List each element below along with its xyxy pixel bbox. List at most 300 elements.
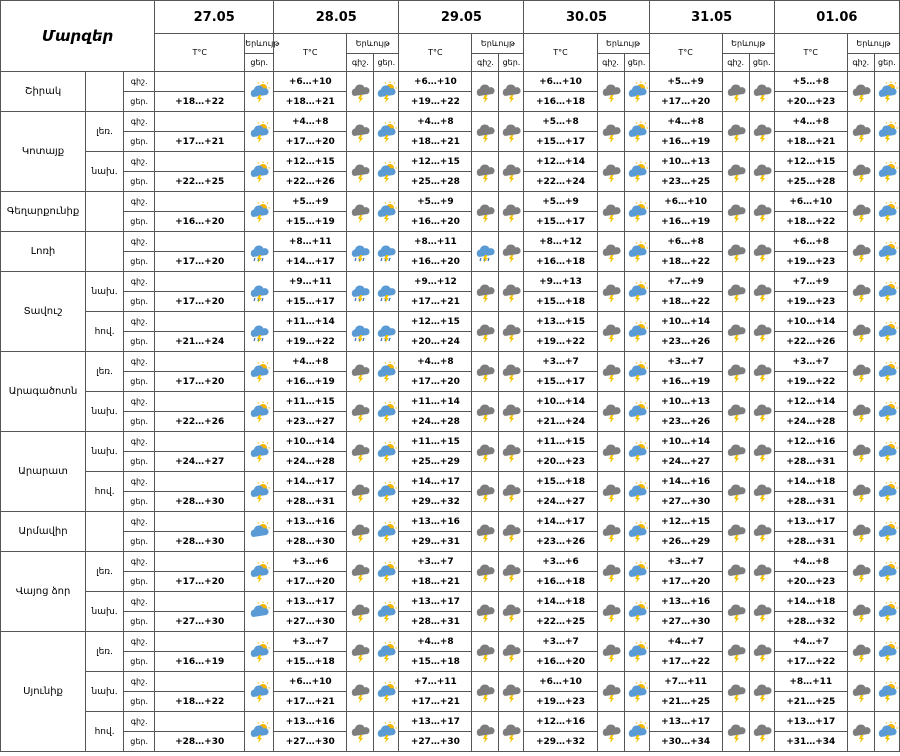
- temp-range: +14…+17: [399, 472, 472, 492]
- temp-range: +13…+17: [399, 712, 472, 732]
- partly-sunny-storm-icon: [245, 112, 274, 152]
- weather-col-header: Երևույթ: [847, 34, 899, 54]
- temp-range: +3…+7: [399, 552, 472, 572]
- temp-range: +27…+30: [274, 732, 347, 752]
- temp-range: +21…+25: [774, 692, 847, 712]
- cloud-storm-icon: [472, 552, 499, 592]
- temp-range: +4…+8: [274, 352, 347, 372]
- night-col-header: գիշ.: [347, 54, 374, 72]
- temp-range: +5…+9: [274, 192, 347, 212]
- cloud-storm-icon: [847, 232, 874, 272]
- table-row: [1, 712, 900, 732]
- temp-range: +14…+18: [524, 592, 597, 612]
- cloud-storm-icon: [624, 72, 649, 112]
- rain-cloud-icon: [374, 232, 399, 272]
- subregion-name: նախ.: [86, 272, 124, 312]
- temp-range: +7…+11: [399, 672, 472, 692]
- cloud-storm-icon: [874, 312, 899, 352]
- cloud-storm-icon: [874, 632, 899, 672]
- temp-range: +11…+15: [399, 432, 472, 452]
- cloud-storm-icon: [847, 592, 874, 632]
- temp-range: +13…+17: [774, 712, 847, 732]
- cloud-storm-icon: [749, 712, 774, 752]
- region-name: Արարատ: [1, 432, 86, 512]
- temp-range: +9…+12: [399, 272, 472, 292]
- temp-col-header: T°C: [155, 34, 245, 72]
- cloud-storm-icon: [597, 672, 624, 712]
- temp-range: [155, 712, 245, 732]
- temp-range: +27…+30: [649, 612, 722, 632]
- temp-range: +12…+15: [649, 512, 722, 532]
- cloud-storm-icon: [874, 432, 899, 472]
- temp-range: +19…+22: [774, 372, 847, 392]
- time-of-day: գիշ.: [124, 632, 155, 652]
- region-name: Արագածոտն: [1, 352, 86, 432]
- temp-range: +10…+14: [774, 312, 847, 332]
- weather-col-header: Երևույթ: [472, 34, 524, 54]
- rain-cloud-icon: [245, 232, 274, 272]
- temp-range: +4…+8: [774, 112, 847, 132]
- temp-range: +22…+26: [774, 332, 847, 352]
- temp-range: +7…+9: [774, 272, 847, 292]
- temp-range: +10…+14: [524, 392, 597, 412]
- cloud-storm-icon: [597, 632, 624, 672]
- cloud-storm-icon: [374, 592, 399, 632]
- temp-range: +29…+31: [399, 532, 472, 552]
- temp-range: +11…+14: [274, 312, 347, 332]
- cloud-storm-icon: [624, 232, 649, 272]
- temp-range: +28…+30: [155, 532, 245, 552]
- temp-range: +25…+28: [774, 172, 847, 192]
- temp-range: +6…+10: [274, 672, 347, 692]
- cloud-storm-icon: [874, 672, 899, 712]
- cloud-storm-icon: [374, 112, 399, 152]
- temp-range: +24…+28: [399, 412, 472, 432]
- partly-sunny-storm-icon: [245, 72, 274, 112]
- cloud-storm-icon: [874, 392, 899, 432]
- cloud-storm-icon: [874, 352, 899, 392]
- temp-range: +14…+17: [274, 472, 347, 492]
- temp-range: +25…+28: [399, 172, 472, 192]
- cloud-storm-icon: [374, 72, 399, 112]
- cloud-storm-icon: [472, 192, 499, 232]
- cloud-storm-icon: [749, 632, 774, 672]
- day-col-header: ցեր.: [749, 54, 774, 72]
- cloud-storm-icon: [624, 192, 649, 232]
- cloud-storm-icon: [499, 272, 524, 312]
- cloud-storm-icon: [499, 152, 524, 192]
- temp-range: +4…+7: [774, 632, 847, 652]
- table-row: [1, 392, 900, 412]
- cloud-storm-icon: [347, 512, 374, 552]
- temp-range: +6…+10: [649, 192, 722, 212]
- cloud-storm-icon: [374, 352, 399, 392]
- temp-col-header: T°C: [774, 34, 847, 72]
- time-of-day: գիշ.: [124, 472, 155, 492]
- temp-range: +5…+9: [524, 192, 597, 212]
- cloud-storm-icon: [624, 712, 649, 752]
- temp-range: +6…+10: [274, 72, 347, 92]
- temp-range: +27…+30: [399, 732, 472, 752]
- temp-range: +20…+23: [774, 572, 847, 592]
- temp-range: +17…+21: [399, 292, 472, 312]
- temp-range: +28…+30: [155, 492, 245, 512]
- temp-range: +16…+18: [524, 92, 597, 112]
- region-name: Արմավիր: [1, 512, 86, 552]
- cloud-storm-icon: [347, 472, 374, 512]
- temp-range: +23…+26: [524, 532, 597, 552]
- cloud-storm-icon: [847, 272, 874, 312]
- region-name: Լոռի: [1, 232, 86, 272]
- table-row: [1, 352, 900, 372]
- date-header: 31.05: [649, 1, 774, 34]
- temp-range: [155, 392, 245, 412]
- cloud-storm-icon: [472, 632, 499, 672]
- sun-cloud-icon: [245, 512, 274, 552]
- temp-range: [155, 512, 245, 532]
- cloud-storm-icon: [749, 152, 774, 192]
- cloud-storm-icon: [874, 112, 899, 152]
- temp-range: +29…+32: [399, 492, 472, 512]
- temp-range: +4…+7: [649, 632, 722, 652]
- cloud-storm-icon: [624, 432, 649, 472]
- temp-col-header: T°C: [649, 34, 722, 72]
- date-header: 30.05: [524, 1, 649, 34]
- cloud-storm-icon: [847, 472, 874, 512]
- temp-range: +12…+14: [774, 392, 847, 412]
- cloud-storm-icon: [847, 152, 874, 192]
- cloud-storm-icon: [722, 592, 749, 632]
- temp-range: +10…+13: [649, 392, 722, 412]
- table-row: [1, 592, 900, 612]
- day-col-header: ցեր.: [499, 54, 524, 72]
- temp-range: +16…+20: [399, 212, 472, 232]
- cloud-storm-icon: [597, 432, 624, 472]
- rain-cloud-icon: [245, 312, 274, 352]
- temp-range: +27…+30: [649, 492, 722, 512]
- temp-range: +16…+18: [524, 572, 597, 592]
- subregion-name: [86, 72, 124, 112]
- cloud-storm-icon: [347, 192, 374, 232]
- temp-range: +17…+22: [649, 652, 722, 672]
- temp-range: +12…+15: [274, 152, 347, 172]
- temp-range: +16…+19: [649, 212, 722, 232]
- table-row: [1, 112, 900, 132]
- temp-range: +4…+8: [399, 352, 472, 372]
- temp-range: +3…+7: [524, 352, 597, 372]
- temp-range: +12…+15: [774, 152, 847, 172]
- temp-range: +13…+17: [274, 592, 347, 612]
- cloud-storm-icon: [624, 112, 649, 152]
- date-header: 28.05: [274, 1, 399, 34]
- cloud-storm-icon: [624, 472, 649, 512]
- temp-range: +24…+27: [524, 492, 597, 512]
- cloud-storm-icon: [499, 632, 524, 672]
- table-row: [1, 152, 900, 172]
- table-row: [1, 632, 900, 652]
- partly-sunny-storm-icon: [245, 632, 274, 672]
- night-col-header: գիշ.: [472, 54, 499, 72]
- temp-range: +24…+27: [155, 452, 245, 472]
- subregion-name: նախ.: [86, 592, 124, 632]
- time-of-day: ցեր.: [124, 612, 155, 632]
- temp-range: +16…+19: [274, 372, 347, 392]
- temp-range: +18…+22: [155, 692, 245, 712]
- region-name: Վայոց ձոր: [1, 552, 86, 632]
- day-col-header: ցեր.: [245, 54, 274, 72]
- temp-range: +15…+18: [524, 292, 597, 312]
- temp-range: +19…+23: [524, 692, 597, 712]
- temp-range: +5…+8: [524, 112, 597, 132]
- time-of-day: գիշ.: [124, 672, 155, 692]
- temp-range: +23…+26: [649, 412, 722, 432]
- time-of-day: ցեր.: [124, 532, 155, 552]
- cloud-storm-icon: [597, 472, 624, 512]
- temp-range: +22…+25: [155, 172, 245, 192]
- partly-sunny-storm-icon: [245, 472, 274, 512]
- cloud-storm-icon: [499, 192, 524, 232]
- cloud-storm-icon: [499, 392, 524, 432]
- temp-range: +27…+30: [274, 612, 347, 632]
- cloud-storm-icon: [847, 392, 874, 432]
- time-of-day: ցեր.: [124, 172, 155, 192]
- night-col-header: գիշ.: [847, 54, 874, 72]
- cloud-storm-icon: [874, 552, 899, 592]
- cloud-storm-icon: [847, 712, 874, 752]
- temp-range: +24…+28: [774, 412, 847, 432]
- subregion-name: լեռ.: [86, 632, 124, 672]
- temp-range: +24…+27: [649, 452, 722, 472]
- subregion-name: նախ.: [86, 432, 124, 472]
- temp-range: +6…+10: [774, 192, 847, 212]
- cloud-storm-icon: [597, 352, 624, 392]
- temp-range: +21…+24: [524, 412, 597, 432]
- temp-range: +18…+22: [649, 292, 722, 312]
- cloud-storm-icon: [472, 112, 499, 152]
- day-col-header: ցեր.: [624, 54, 649, 72]
- cloud-storm-icon: [624, 552, 649, 592]
- cloud-storm-icon: [597, 712, 624, 752]
- temp-range: +3…+7: [524, 632, 597, 652]
- cloud-storm-icon: [597, 72, 624, 112]
- temp-range: +26…+29: [649, 532, 722, 552]
- cloud-storm-icon: [749, 352, 774, 392]
- cloud-storm-icon: [874, 712, 899, 752]
- temp-range: +5…+9: [649, 72, 722, 92]
- time-of-day: գիշ.: [124, 552, 155, 572]
- table-row: [1, 312, 900, 332]
- temp-range: +10…+13: [649, 152, 722, 172]
- temp-range: +3…+7: [774, 352, 847, 372]
- subregion-name: լեռ.: [86, 112, 124, 152]
- subregion-name: հով.: [86, 712, 124, 752]
- temp-range: +29…+32: [524, 732, 597, 752]
- temp-range: +17…+20: [155, 372, 245, 392]
- temp-range: +18…+21: [399, 132, 472, 152]
- cloud-storm-icon: [597, 272, 624, 312]
- temp-range: +24…+28: [274, 452, 347, 472]
- temp-range: +8…+11: [399, 232, 472, 252]
- cloud-storm-icon: [874, 272, 899, 312]
- time-of-day: ցեր.: [124, 372, 155, 392]
- cloud-storm-icon: [597, 152, 624, 192]
- temp-range: +11…+15: [274, 392, 347, 412]
- temp-range: +13…+17: [774, 512, 847, 532]
- time-of-day: գիշ.: [124, 272, 155, 292]
- night-col-header: գիշ.: [597, 54, 624, 72]
- cloud-storm-icon: [749, 272, 774, 312]
- cloud-storm-icon: [624, 632, 649, 672]
- cloud-storm-icon: [722, 672, 749, 712]
- temp-range: +11…+14: [399, 392, 472, 412]
- temp-range: +17…+20: [649, 92, 722, 112]
- date-header: 27.05: [155, 1, 274, 34]
- temp-range: +19…+23: [774, 252, 847, 272]
- cloud-storm-icon: [374, 472, 399, 512]
- time-of-day: գիշ.: [124, 72, 155, 92]
- cloud-storm-icon: [722, 432, 749, 472]
- temp-range: +13…+16: [399, 512, 472, 532]
- cloud-storm-icon: [472, 472, 499, 512]
- cloud-storm-icon: [472, 672, 499, 712]
- cloud-storm-icon: [722, 392, 749, 432]
- time-of-day: ցեր.: [124, 412, 155, 432]
- weather-col-header: Երևույթ: [347, 34, 399, 54]
- cloud-storm-icon: [874, 72, 899, 112]
- cloud-storm-icon: [347, 392, 374, 432]
- cloud-storm-icon: [624, 152, 649, 192]
- temp-range: +4…+8: [274, 112, 347, 132]
- cloud-storm-icon: [472, 152, 499, 192]
- cloud-storm-icon: [499, 472, 524, 512]
- time-of-day: ցեր.: [124, 732, 155, 752]
- cloud-storm-icon: [722, 472, 749, 512]
- temp-range: +18…+21: [274, 92, 347, 112]
- subregion-name: հով.: [86, 312, 124, 352]
- temp-range: +28…+31: [774, 492, 847, 512]
- temp-range: +16…+19: [649, 132, 722, 152]
- partly-sunny-storm-icon: [245, 352, 274, 392]
- cloud-storm-icon: [624, 672, 649, 712]
- partly-sunny-storm-icon: [245, 192, 274, 232]
- temp-range: +14…+18: [774, 472, 847, 492]
- time-of-day: ցեր.: [124, 572, 155, 592]
- temp-range: +25…+29: [399, 452, 472, 472]
- cloud-storm-icon: [722, 352, 749, 392]
- temp-range: [155, 312, 245, 332]
- temp-range: [155, 112, 245, 132]
- temp-range: +13…+16: [274, 712, 347, 732]
- temp-range: +10…+14: [649, 432, 722, 452]
- temp-range: +3…+6: [524, 552, 597, 572]
- time-of-day: ցեր.: [124, 252, 155, 272]
- cloud-storm-icon: [624, 392, 649, 432]
- temp-range: +23…+27: [274, 412, 347, 432]
- cloud-storm-icon: [499, 312, 524, 352]
- subregion-name: [86, 232, 124, 272]
- temp-range: +13…+15: [524, 312, 597, 332]
- cloud-storm-icon: [749, 552, 774, 592]
- cloud-storm-icon: [624, 592, 649, 632]
- temp-range: +12…+14: [524, 152, 597, 172]
- temp-range: +28…+30: [274, 532, 347, 552]
- temp-range: +15…+17: [524, 212, 597, 232]
- temp-range: +30…+34: [649, 732, 722, 752]
- cloud-storm-icon: [499, 592, 524, 632]
- cloud-storm-icon: [597, 312, 624, 352]
- cloud-storm-icon: [749, 432, 774, 472]
- temp-range: +16…+19: [649, 372, 722, 392]
- sun-cloud-icon: [245, 592, 274, 632]
- region-name: Գեղարքունիք: [1, 192, 86, 232]
- table-row: [1, 232, 900, 252]
- temp-range: [155, 672, 245, 692]
- night-col-header: գիշ.: [722, 54, 749, 72]
- subregion-name: նախ.: [86, 672, 124, 712]
- temp-range: +27…+30: [155, 612, 245, 632]
- cloud-storm-icon: [347, 632, 374, 672]
- cloud-storm-icon: [722, 192, 749, 232]
- cloud-storm-icon: [749, 72, 774, 112]
- time-of-day: գիշ.: [124, 312, 155, 332]
- temp-range: +28…+31: [399, 612, 472, 632]
- cloud-storm-icon: [722, 312, 749, 352]
- cloud-storm-icon: [722, 152, 749, 192]
- cloud-storm-icon: [749, 392, 774, 432]
- temp-range: +4…+8: [399, 632, 472, 652]
- cloud-storm-icon: [847, 192, 874, 232]
- rain-cloud-icon: [374, 272, 399, 312]
- cloud-storm-icon: [722, 552, 749, 592]
- cloud-storm-icon: [499, 712, 524, 752]
- table-row: [1, 472, 900, 492]
- rain-cloud-icon: [374, 312, 399, 352]
- day-col-header: ցեր.: [874, 54, 899, 72]
- cloud-storm-icon: [499, 352, 524, 392]
- time-of-day: գիշ.: [124, 352, 155, 372]
- partly-sunny-storm-icon: [245, 152, 274, 192]
- temp-range: +3…+7: [649, 352, 722, 372]
- cloud-storm-icon: [847, 312, 874, 352]
- cloud-storm-icon: [749, 512, 774, 552]
- temp-range: [155, 192, 245, 212]
- temp-range: +21…+24: [155, 332, 245, 352]
- temp-range: +18…+22: [155, 92, 245, 112]
- time-of-day: գիշ.: [124, 512, 155, 532]
- cloud-storm-icon: [722, 512, 749, 552]
- temp-range: +16…+20: [155, 212, 245, 232]
- temp-range: +18…+22: [649, 252, 722, 272]
- cloud-storm-icon: [874, 472, 899, 512]
- cloud-storm-icon: [847, 352, 874, 392]
- time-of-day: ցեր.: [124, 492, 155, 512]
- temp-range: +4…+8: [649, 112, 722, 132]
- table-row: [1, 432, 900, 452]
- cloud-storm-icon: [597, 512, 624, 552]
- temp-range: +18…+21: [774, 132, 847, 152]
- temp-range: +20…+23: [524, 452, 597, 472]
- temp-range: +6…+10: [524, 72, 597, 92]
- temp-col-header: T°C: [524, 34, 597, 72]
- cloud-storm-icon: [374, 632, 399, 672]
- temp-range: +15…+18: [524, 472, 597, 492]
- cloud-storm-icon: [347, 432, 374, 472]
- cloud-storm-icon: [472, 712, 499, 752]
- temp-range: +28…+31: [274, 492, 347, 512]
- temp-col-header: T°C: [399, 34, 472, 72]
- temp-range: +13…+17: [399, 592, 472, 612]
- temp-range: +28…+30: [155, 732, 245, 752]
